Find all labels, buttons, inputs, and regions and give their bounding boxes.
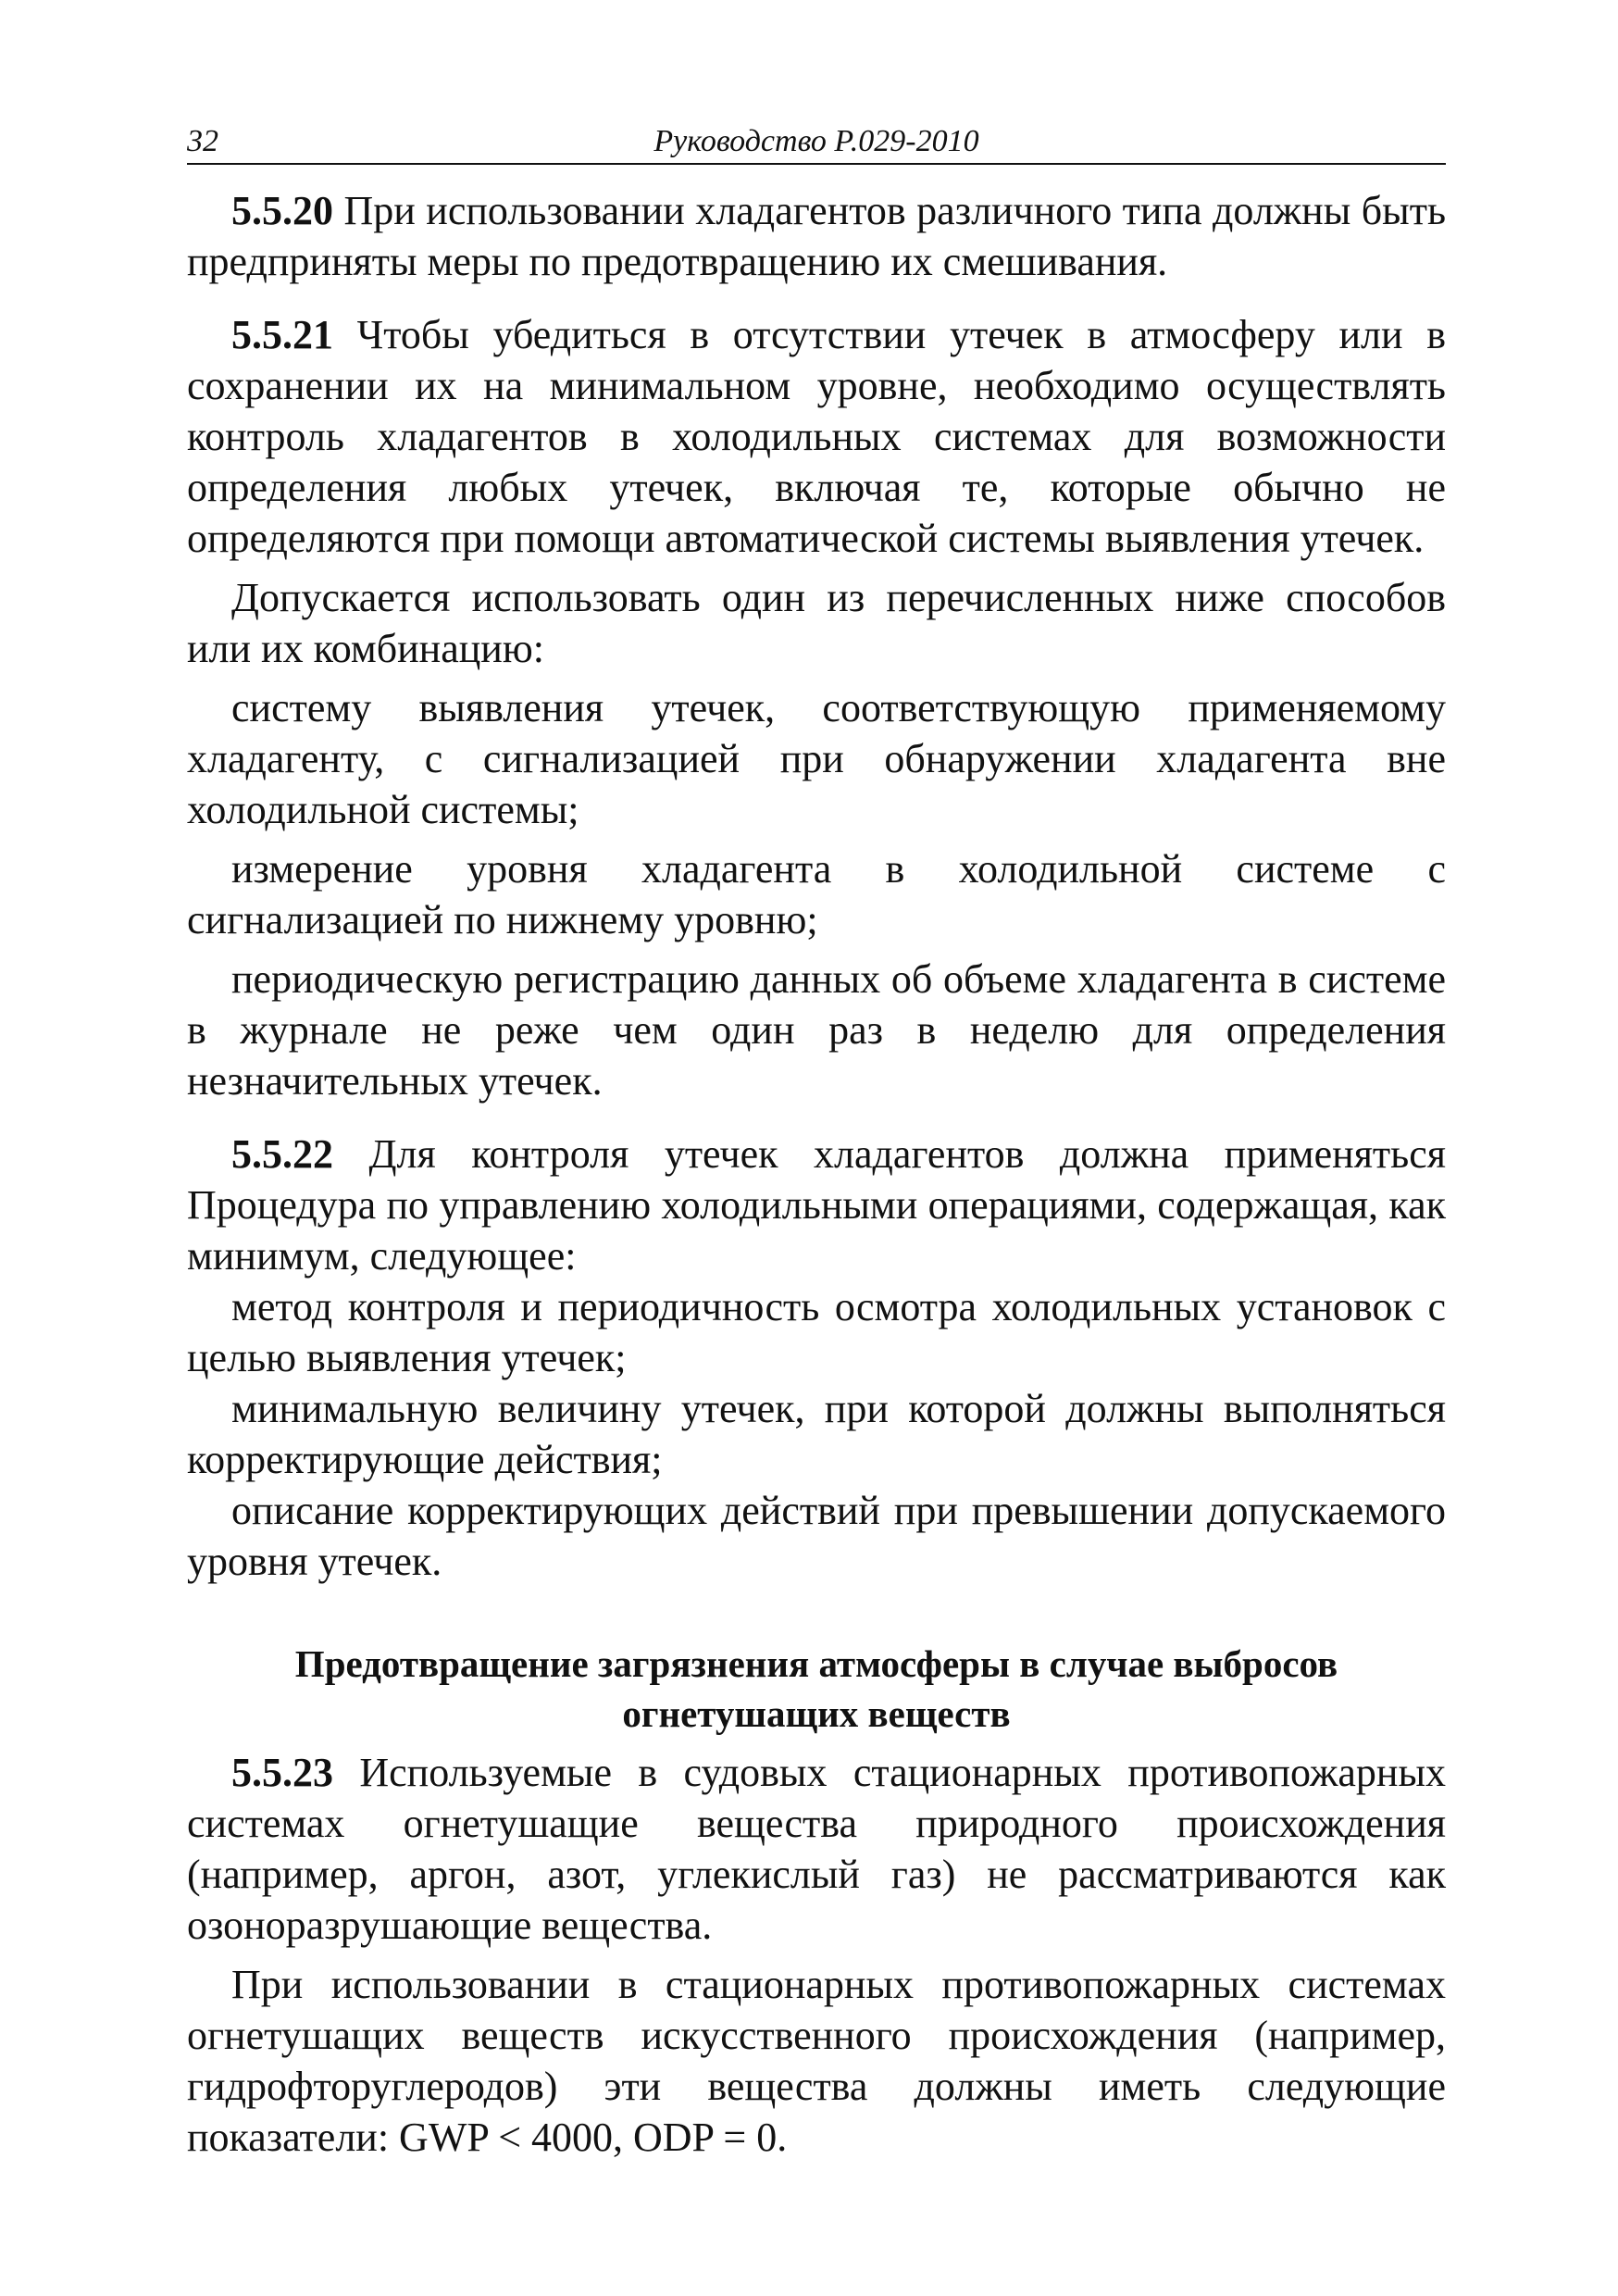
- document-page: [187, 120, 1446, 2163]
- clause-number: 5.5.20: [231, 188, 333, 233]
- clause-number: 5.5.22: [231, 1131, 333, 1177]
- list-item-control-method: [187, 1281, 1446, 1383]
- paragraph-text: При использовании в стационарных противопожарных системах огнетушащих веществ искусственного происхождения (например, гидрофторуглеродов) эти вещества должны иметь следующие показатели: GWP < 4000, ODP = 0.: [187, 1962, 1446, 2160]
- paragraph-text: Используемые в судовых стационарных противопожарных системах огнетушащие вещества природного происхождения (например, аргон, азот, углекислый газ) не рассматриваются как озоноразрушающие вещества.: [187, 1750, 1446, 1948]
- paragraph-text: При использовании хладагентов различного типа должны быть предприняты меры по предотвращению их смешивания.: [187, 188, 1447, 284]
- running-header: [187, 120, 1446, 165]
- list-item-leak-detection: [187, 682, 1446, 835]
- section-heading: [187, 1639, 1446, 1739]
- section-heading-line: огнетушащих веществ: [622, 1692, 1011, 1735]
- paragraph-text: периодическую регистрацию данных об объеме хладагента в системе в журнале не реже чем один раз в неделю для определения незначительных утечек.: [187, 956, 1446, 1104]
- paragraph-text: минимальную величину утечек, при которой должны выполняться корректирующие действия;: [187, 1386, 1446, 1482]
- list-item-periodic-logging: [187, 954, 1446, 1106]
- paragraph-text: метод контроля и периодичность осмотра холодильных установок с целью выявления утечек;: [187, 1284, 1446, 1380]
- paragraph-methods-intro: [187, 572, 1446, 674]
- page-number: 32: [187, 124, 218, 158]
- paragraph-artificial-agents: [187, 1959, 1446, 2163]
- paragraph-5-5-22: [187, 1129, 1446, 1281]
- body-text: [187, 185, 1446, 2163]
- paragraph-text: Чтобы убедиться в отсутствии утечек в атмосферу или в сохранении их на минимальном уровне, необходимо осуществлять контроль хладагентов в холодильных системах для возможности определения любых утечек, включая те, которые обычно не определяются при помощи автоматической системы выявления утечек.: [187, 312, 1447, 561]
- document-title: Руководство Р.029-2010: [653, 124, 979, 158]
- paragraph-5-5-20: [187, 185, 1446, 287]
- paragraph-text: систему выявления утечек, соответствующую применяемому хладагенту, с сигнализацией при обнаружении хладагента вне холодильной системы;: [187, 685, 1446, 832]
- list-item-level-measurement: [187, 843, 1446, 945]
- paragraph-text: Для контроля утечек хладагентов должна применяться Процедура по управлению холодильными операциями, содержащая, как минимум, следующее:: [187, 1131, 1446, 1279]
- paragraph-text: описание корректирующих действий при превышении допускаемого уровня утечек.: [187, 1488, 1446, 1584]
- paragraph-5-5-21: [187, 309, 1446, 564]
- list-item-corrective-actions: [187, 1485, 1446, 1587]
- clause-number: 5.5.23: [231, 1750, 333, 1795]
- paragraph-text: Допускается использовать один из перечисленных ниже способов или их комбинацию:: [187, 575, 1446, 671]
- section-heading-line: Предотвращение загрязнения атмосферы в случае выбросов: [294, 1642, 1338, 1685]
- paragraph-5-5-23: [187, 1747, 1446, 1951]
- clause-number: 5.5.21: [231, 312, 333, 357]
- list-item-minimum-leak: [187, 1383, 1446, 1485]
- paragraph-text: измерение уровня хладагента в холодильной системе с сигнализацией по нижнему уровню;: [187, 846, 1446, 942]
